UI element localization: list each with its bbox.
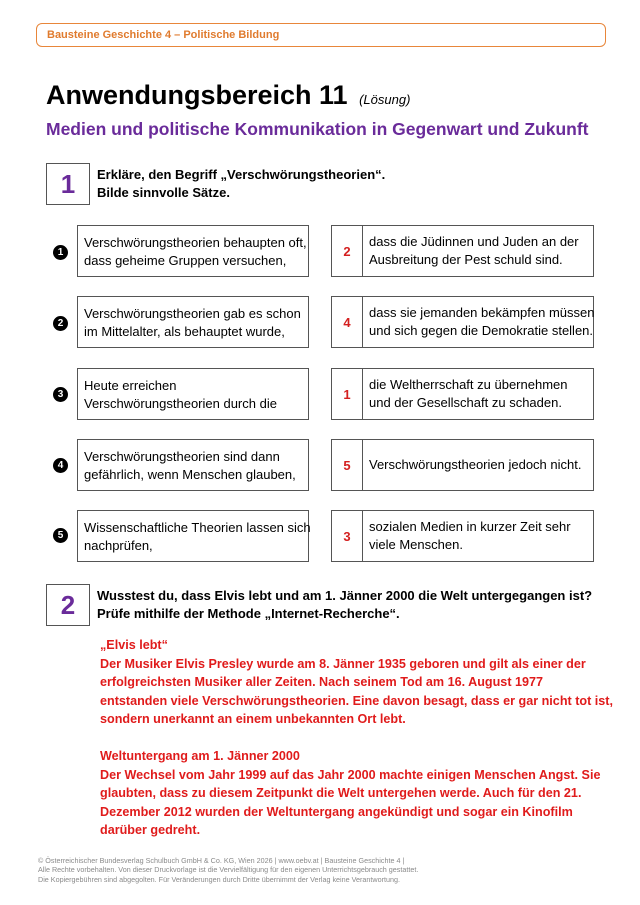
answer-line: glaubten, dass zu diesem Zeitpunkt die Welt untergehen werde. Auch für den 21. [100, 786, 582, 800]
series-header [36, 23, 606, 47]
answer-heading: Weltuntergang am 1. Jänner 2000 [100, 749, 300, 763]
sentence-start-line: Heute erreichen [84, 378, 177, 393]
task-2-instructions [97, 587, 592, 623]
sentence-start-line: im Mittelalter, als behauptet wurde, [84, 324, 285, 339]
copyright-footer [38, 856, 418, 884]
sentence-start-line: Verschwörungstheorien durch die [84, 396, 277, 411]
page-title [46, 80, 410, 111]
sentence-end-line: Ausbreitung der Pest schuld sind. [369, 252, 563, 267]
answer-number: 3 [332, 511, 363, 561]
task-1-number: 1 [46, 163, 90, 205]
title-note: (Lösung) [359, 92, 411, 107]
footer-line: Die Kopiergebühren sind abgegolten. Für Veränderungen durch Dritte übernimmt der Verlag keine Verantwortung. [38, 874, 400, 884]
sentence-end-5 [331, 510, 594, 562]
footer-line: © Österreichischer Bundesverlag Schulbuch GmbH & Co. KG, Wien 2026 | www.oebv.at | Bausteine Geschichte 4 | [38, 856, 405, 865]
sentence-end-text [369, 511, 571, 561]
sentence-end-line: viele Menschen. [369, 537, 463, 552]
sentence-start-line: Verschwörungstheorien gab es schon [84, 306, 301, 321]
answer-line: entstanden viele Verschwörungstheorien. Eine davon besagt, dass er gar nicht tot ist, [100, 693, 613, 708]
sentence-start-line: nachprüfen, [84, 538, 153, 553]
answer-line: Dezember 2012 wurden der Weltuntergang angekündigt und sogar ein Kinofilm [100, 804, 573, 819]
task-1-line: Erkläre, den Begriff „Verschwörungstheorien“. [97, 167, 386, 182]
sentence-end-line: dass die Jüdinnen und Juden an der [369, 234, 579, 249]
answer-line: Der Musiker Elvis Presley wurde am 8. Jänner 1935 geboren und gilt als einer der [100, 656, 586, 671]
sentence-end-text [369, 226, 579, 276]
sentence-start-line: gefährlich, wenn Menschen glauben, [84, 467, 296, 482]
answer-line: sondern unerkannt an einem unbekannten Ort lebt. [100, 712, 406, 726]
sentence-end-line: Verschwörungstheorien jedoch nicht. [369, 457, 582, 472]
sentence-end-3 [331, 368, 594, 420]
answer-number: 2 [332, 226, 363, 276]
page-subtitle: Medien und politische Kommunikation in Gegenwart und Zukunft [46, 119, 589, 139]
sentence-end-4 [331, 439, 594, 491]
row-marker-2: 2 [53, 316, 68, 331]
sentence-end-2 [331, 296, 594, 348]
sentence-start-line: Wissenschaftliche Theorien lassen sich [84, 520, 311, 535]
sentence-end-1 [331, 225, 594, 277]
task-2-line: Wusstest du, dass Elvis lebt und am 1. Jänner 2000 die Welt untergegangen ist? [97, 588, 593, 603]
footer-line: Alle Rechte vorbehalten. Von dieser Druckvorlage ist die Vervielfältigung für den eigenen Unterrichtsgebrauch gestattet. [38, 865, 419, 875]
sentence-end-line: sozialen Medien in kurzer Zeit sehr [369, 519, 571, 534]
answer-weltuntergang [100, 747, 600, 840]
answer-heading: „Elvis lebt“ [100, 638, 168, 652]
task-1-line: Bilde sinnvolle Sätze. [97, 185, 230, 200]
sentence-end-line: und der Gesellschaft zu schaden. [369, 395, 562, 410]
answer-number: 1 [332, 369, 363, 419]
answer-elvis [100, 636, 613, 729]
sentence-start-4 [77, 439, 309, 491]
series-label: Bausteine Geschichte 4 – Politische Bildung [47, 29, 280, 41]
sentence-start-line: Verschwörungstheorien sind dann [84, 449, 280, 464]
sentence-start-5 [77, 510, 309, 562]
row-marker-3: 3 [53, 387, 68, 402]
title-text: Anwendungsbereich 11 [46, 80, 348, 110]
answer-number: 5 [332, 440, 363, 490]
sentence-end-line: die Weltherrschaft zu übernehmen [369, 377, 568, 392]
answer-line: darüber gedreht. [100, 823, 201, 837]
sentence-start-1 [77, 225, 309, 277]
answer-line: Der Wechsel vom Jahr 1999 auf das Jahr 2000 machte einigen Menschen Angst. Sie [100, 767, 601, 782]
sentence-end-text [369, 369, 567, 419]
sentence-start-2 [77, 296, 309, 348]
sentence-start-line: Verschwörungstheorien behaupten oft, [84, 235, 307, 250]
sentence-end-text [369, 297, 594, 347]
task-1-instructions [97, 166, 385, 202]
sentence-start-line: dass geheime Gruppen versuchen, [84, 253, 287, 268]
task-2-line: Prüfe mithilfe der Methode „Internet-Recherche“. [97, 606, 400, 621]
sentence-start-3 [77, 368, 309, 420]
row-marker-4: 4 [53, 458, 68, 473]
answer-number: 4 [332, 297, 363, 347]
answer-line: erfolgreichsten Musiker aller Zeiten. Nach seinem Tod am 16. August 1977 [100, 675, 544, 689]
row-marker-5: 5 [53, 528, 68, 543]
row-marker-1: 1 [53, 245, 68, 260]
sentence-end-text [369, 440, 581, 490]
sentence-end-line: und sich gegen die Demokratie stellen. [369, 323, 594, 338]
task-2-number: 2 [46, 584, 90, 626]
sentence-end-line: dass sie jemanden bekämpfen müssen [369, 305, 595, 320]
